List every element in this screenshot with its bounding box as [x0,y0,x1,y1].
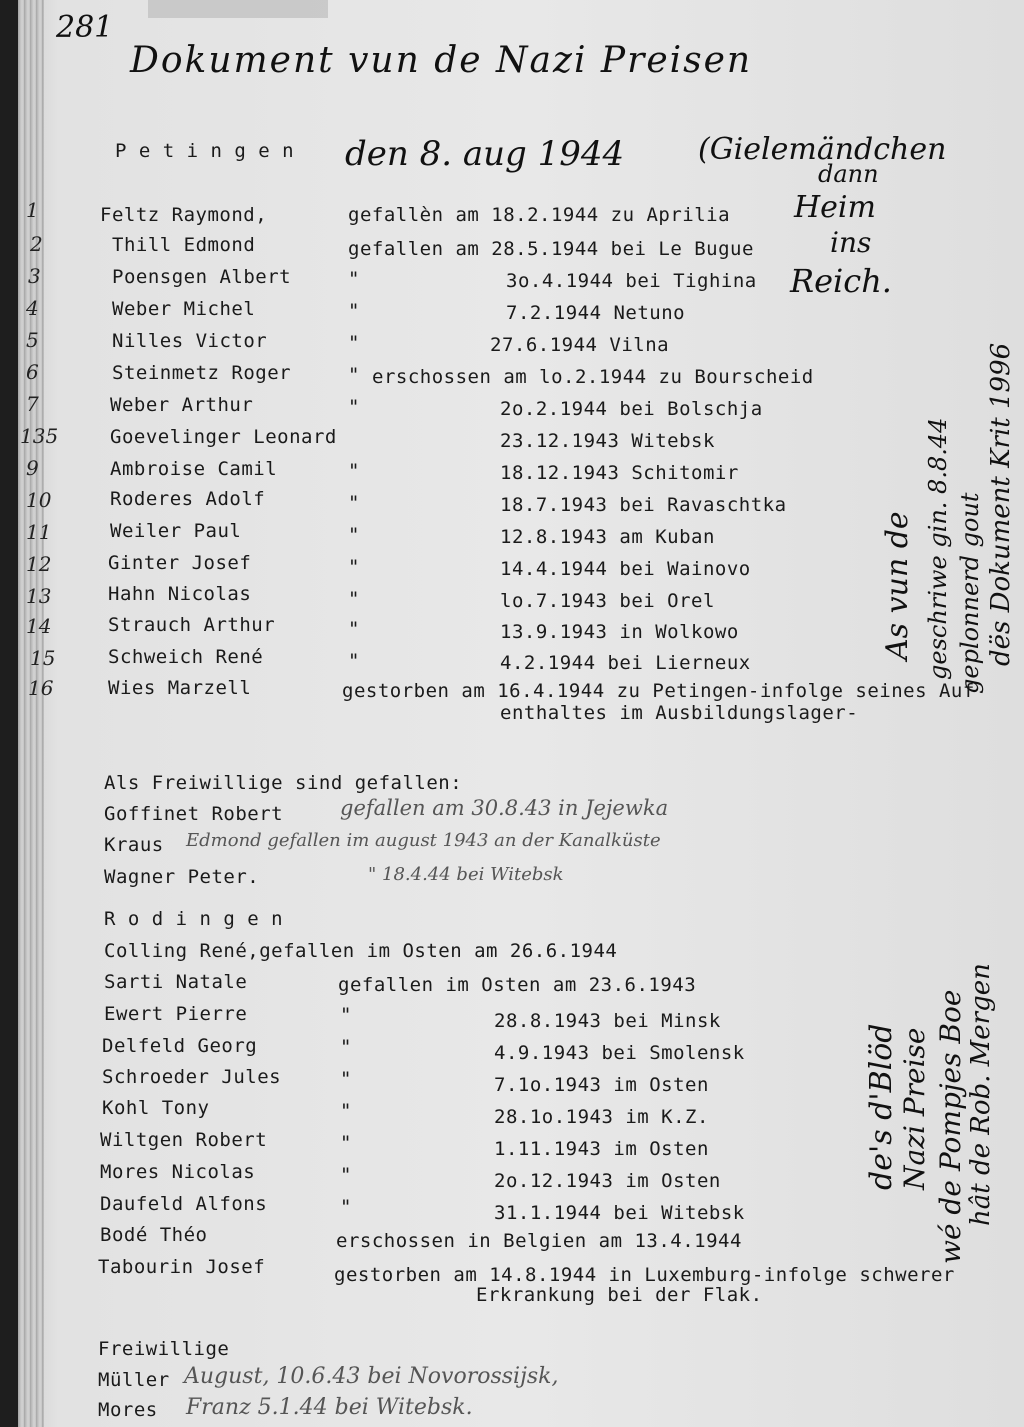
volunteer-name: Mores [98,1399,158,1421]
death-record: 3o.4.1944 bei Tighina [506,270,757,292]
place-petingen: P e t i n g e n [115,140,295,162]
death-record: gefallen am 28.5.1944 bei Le Bugue [348,238,754,260]
row-number: 9 [26,456,39,480]
row-number: 14 [26,614,52,638]
ditto-mark: " [348,300,360,322]
ditto-mark: " [340,1164,352,1186]
row-number: 13 [26,584,52,608]
place-rodingen: R o d i n g e n [104,908,284,930]
note-line-2: dann [818,160,879,188]
ditto-mark: " [340,1100,352,1122]
person-name: Nilles Victor [112,330,268,352]
row-number: 10 [26,488,52,512]
person-name: Schweich René [108,646,264,668]
volunteer-hand-note: Franz 5.1.44 bei Witebsk. [186,1395,473,1420]
ditto-mark: " [340,1068,352,1090]
person-name: Weber Michel [112,298,256,320]
volunteer-name: Kraus [104,834,164,856]
death-record: 2o.12.1943 im Osten [494,1170,721,1192]
person-name: Roderes Adolf [110,488,266,510]
person-name: Bodé Théo [100,1224,208,1246]
death-record: 7.1o.1943 im Osten [494,1074,709,1096]
volunteer-name: Müller [98,1369,170,1391]
person-name: Ginter Josef [108,552,252,574]
person-name: Ewert Pierre [104,1003,248,1025]
row-number: 7 [26,392,39,416]
ditto-mark: " [340,1132,352,1154]
ditto-mark: " [348,588,360,610]
death-record: 12.8.1943 am Kuban [500,526,715,548]
ditto-mark: " [340,1036,352,1058]
ditto-mark: " [348,396,360,418]
ditto-mark: " [348,618,360,640]
volunteer-name: Goffinet Robert [104,803,284,825]
note-line-4: ins [830,226,872,259]
margin-note-lower: hât de Rob. Mergen [966,963,996,1226]
death-record: erschossen in Belgien am 13.4.1944 [336,1230,742,1252]
ditto-mark: " [348,650,360,672]
volunteer-name: Wagner Peter. [104,866,260,888]
death-record: 2o.2.1944 bei Bolschja [500,398,763,420]
person-name: Ambroise Camil [110,458,278,480]
archive-number: 281 [56,10,114,45]
note-line-5: Reich. [790,262,892,300]
death-record: 14.4.1944 bei Wainovo [500,558,751,580]
ditto-mark: " [348,364,360,386]
margin-note-lower: Nazi Preise [898,1027,931,1190]
margin-note-upper: As vun de [880,511,915,660]
margin-note-upper: geschriwe gin. 8.8.44 [924,417,952,680]
row-number: 12 [26,552,52,576]
death-record: lo.7.1943 bei Orel [500,590,715,612]
freiwillige-heading: Freiwillige [98,1338,230,1360]
ditto-mark: " [348,556,360,578]
note-line-1: (Gielemändchen [698,132,947,167]
previous-page-edge [148,0,328,18]
person-name: Wies Marzell [108,677,252,699]
margin-note-lower: wé de Pompjes Boe [934,989,967,1264]
person-name: Delfeld Georg [102,1035,258,1057]
death-record: 23.12.1943 Witebsk [500,430,715,452]
ditto-mark: " [348,524,360,546]
death-record: 1.11.1943 im Osten [494,1138,709,1160]
death-record: gefallen im Osten am 23.6.1943 [338,974,697,996]
ditto-mark: " [348,460,360,482]
margin-note-upper: geplonnerd gout [956,492,984,694]
person-name: Strauch Arthur [108,614,276,636]
ditto-mark: " [340,1196,352,1218]
person-name: Daufeld Alfons [100,1193,268,1215]
volunteer-hand-note: " 18.4.44 bei Witebsk [368,864,564,885]
margin-note-lower: de's d'Blöd [864,1023,899,1190]
person-name: Mores Nicolas [100,1161,256,1183]
ditto-mark: " [348,492,360,514]
death-record: gestorben am 16.4.1944 zu Petingen-infolge seines Auf [342,680,975,702]
death-record-continued: Erkrankung bei der Flak. [476,1284,763,1306]
death-record: 28.8.1943 bei Minsk [494,1010,721,1032]
row-number: 3 [28,264,41,288]
person-name: Goevelinger Leonard [110,426,337,448]
ditto-mark: " [348,332,360,354]
death-record: 13.9.1943 in Wolkowo [500,621,739,643]
death-record: gefallèn am 18.2.1944 zu Aprilia [348,204,731,226]
ditto-mark: " [340,1004,352,1026]
note-line-3: Heim [794,190,876,225]
person-name: Poensgen Albert [112,266,292,288]
document-page [18,0,1024,1427]
death-record: 18.12.1943 Schitomir [500,462,739,484]
death-record-continued: enthaltes im Ausbildungslager- [500,702,859,724]
person-name: Steinmetz Roger [112,362,292,384]
person-name: Weiler Paul [110,520,242,542]
death-record: 7.2.1944 Netuno [506,302,686,324]
row-number: 1 [26,198,39,222]
death-record: 27.6.1944 Vilna [490,334,670,356]
volunteer-hand-note: Edmond gefallen im august 1943 an der Kanalküste [186,830,661,851]
row-number: 4 [26,296,39,320]
death-record: 28.1o.1943 im K.Z. [494,1106,709,1128]
volunteers-heading: Als Freiwillige sind gefallen: [104,772,463,794]
ditto-mark: " [348,268,360,290]
row-number: 5 [26,328,39,352]
document-title: Dokument vun de Nazi Preisen [130,40,753,81]
person-name: Hahn Nicolas [108,583,252,605]
person-name: Schroeder Jules [102,1066,282,1088]
row-number: 2 [30,232,43,256]
death-record: 31.1.1944 bei Witebsk [494,1202,745,1224]
volunteer-hand-note: gefallen am 30.8.43 in Jejewka [340,796,669,820]
death-record: 4.9.1943 bei Smolensk [494,1042,745,1064]
death-record: 18.7.1943 bei Ravaschtka [500,494,787,516]
death-record: 4.2.1944 bei Lierneux [500,652,751,674]
row-number: 11 [26,520,52,544]
person-name: Wiltgen Robert [100,1129,268,1151]
person-name: Colling René,gefallen im Osten am 26.6.1944 [104,940,618,962]
death-record: gestorben am 14.8.1944 in Luxemburg-infolge schwerer [334,1264,955,1286]
row-number: 16 [28,676,54,700]
row-number: 6 [26,360,39,384]
person-name: Feltz Raymond, [100,204,268,226]
person-name: Kohl Tony [102,1097,210,1119]
person-name: Sarti Natale [104,971,248,993]
row-number: 15 [30,646,56,670]
row-number: 135 [20,424,59,448]
date-handwritten: den 8. aug 1944 [345,134,625,174]
person-name: Weber Arthur [110,394,254,416]
margin-note-upper: dës Dokument Krit 1996 [986,342,1016,666]
volunteer-hand-note: August, 10.6.43 bei Novorossijsk, [184,1364,559,1389]
person-name: Tabourin Josef [98,1256,266,1278]
person-name: Thill Edmond [112,234,256,256]
death-record: erschossen am lo.2.1944 zu Bourscheid [372,366,814,388]
